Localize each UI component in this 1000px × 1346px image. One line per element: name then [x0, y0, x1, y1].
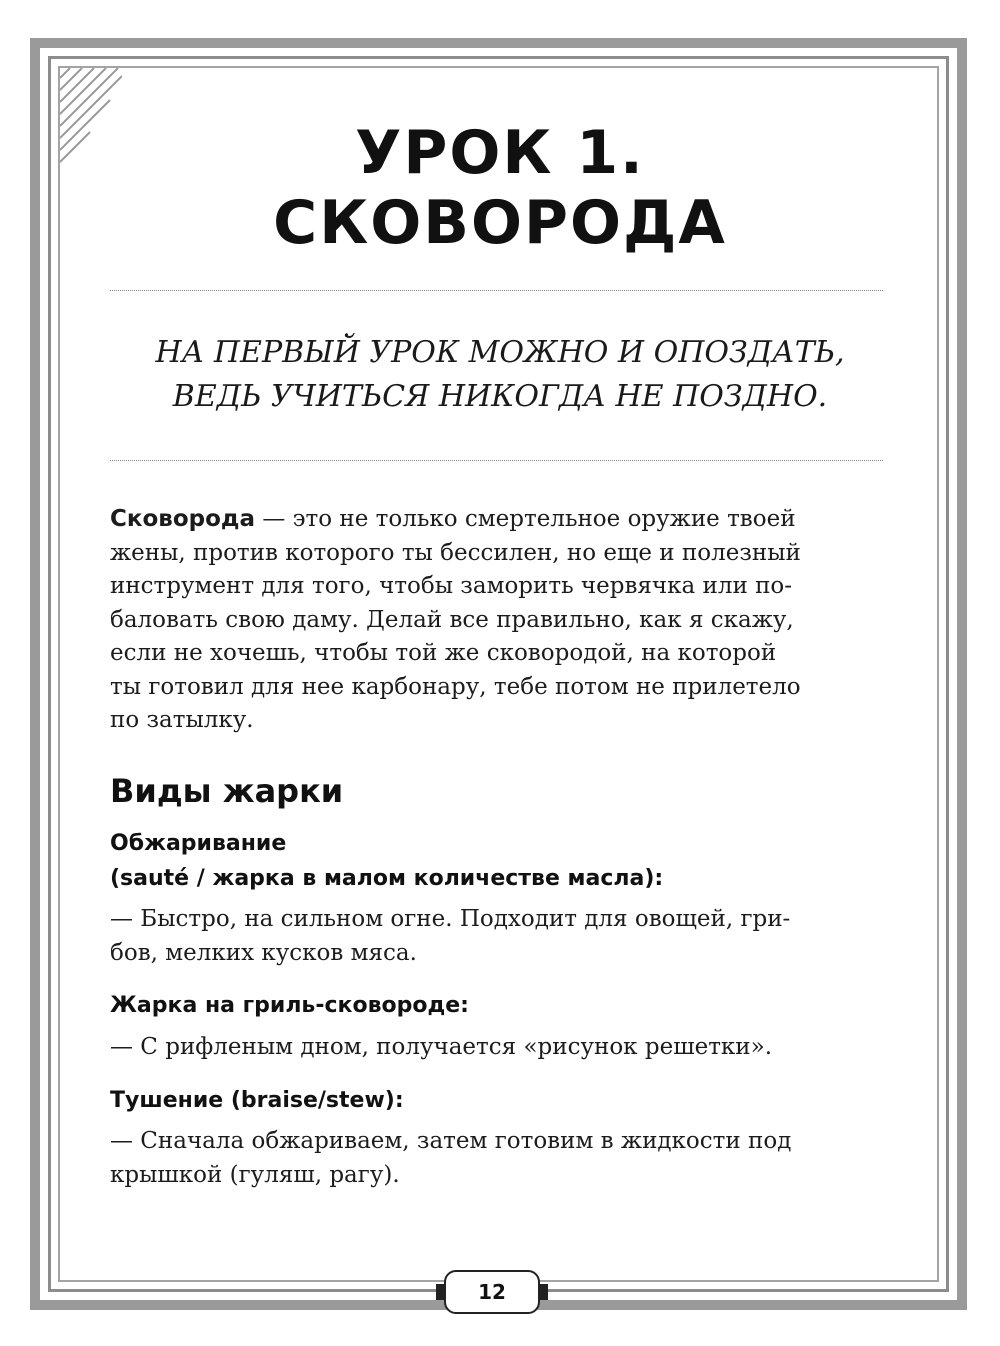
- frying-type-1-title: Обжаривание: [110, 831, 287, 856]
- intro-line-1: [110, 503, 890, 537]
- lesson-number-title: УРОК 1.: [355, 118, 645, 188]
- dotted-divider-bottom: [110, 460, 883, 461]
- lesson-topic-title: СКОВОРОДА: [273, 188, 727, 258]
- frying-type-1-desc-line-2: бов, мелких кусков мяса.: [110, 940, 417, 966]
- intro-line-3: инструмент для того, чтобы заморить червячка или по-: [110, 573, 793, 599]
- intro-lead-term: Сковорода: [110, 506, 256, 532]
- page-number: 12: [444, 1270, 540, 1314]
- frying-type-1-subtitle: (sauté / жарка в малом количестве масла):: [110, 866, 664, 891]
- intro-line-7: по затылку.: [110, 707, 254, 733]
- epigraph-line-2: ВЕДЬ УЧИТЬСЯ НИКОГДА НЕ ПОЗДНО.: [172, 379, 828, 414]
- intro-line-1-rest: — это не только смертельное оружие твоей: [255, 506, 796, 532]
- frying-type-3-desc-line-1: — Сначала обжариваем, затем готовим в жидкости под: [110, 1128, 792, 1154]
- section-heading: Виды жарки: [110, 772, 344, 810]
- frying-type-3-title: Тушение (braise/stew):: [110, 1088, 404, 1113]
- intro-paragraph: [110, 503, 890, 738]
- epigraph-line-1: НА ПЕРВЫЙ УРОК МОЖНО И ОПОЗДАТЬ,: [155, 335, 845, 370]
- intro-line-5: если не хочешь, чтобы той же сковородой, на которой: [110, 640, 777, 666]
- frying-type-1-desc-line-1: — Быстро, на сильном огне. Подходит для овощей, гри-: [110, 906, 791, 932]
- frying-type-2-title: Жарка на гриль-сковороде:: [110, 993, 469, 1018]
- frying-type-3-desc-line-2: крышкой (гуляш, рагу).: [110, 1162, 400, 1188]
- frying-type-2-desc-line-1: — С рифленым дном, получается «рисунок решетки».: [110, 1034, 773, 1060]
- intro-line-4: баловать свою даму. Делай все правильно, как я скажу,: [110, 606, 794, 633]
- intro-line-2: жены, против которого ты бессилен, но еще и полезный: [110, 539, 801, 566]
- dotted-divider-top: [110, 290, 883, 291]
- intro-line-6: ты готовил для нее карбонару, тебе потом не прилетело: [110, 673, 801, 700]
